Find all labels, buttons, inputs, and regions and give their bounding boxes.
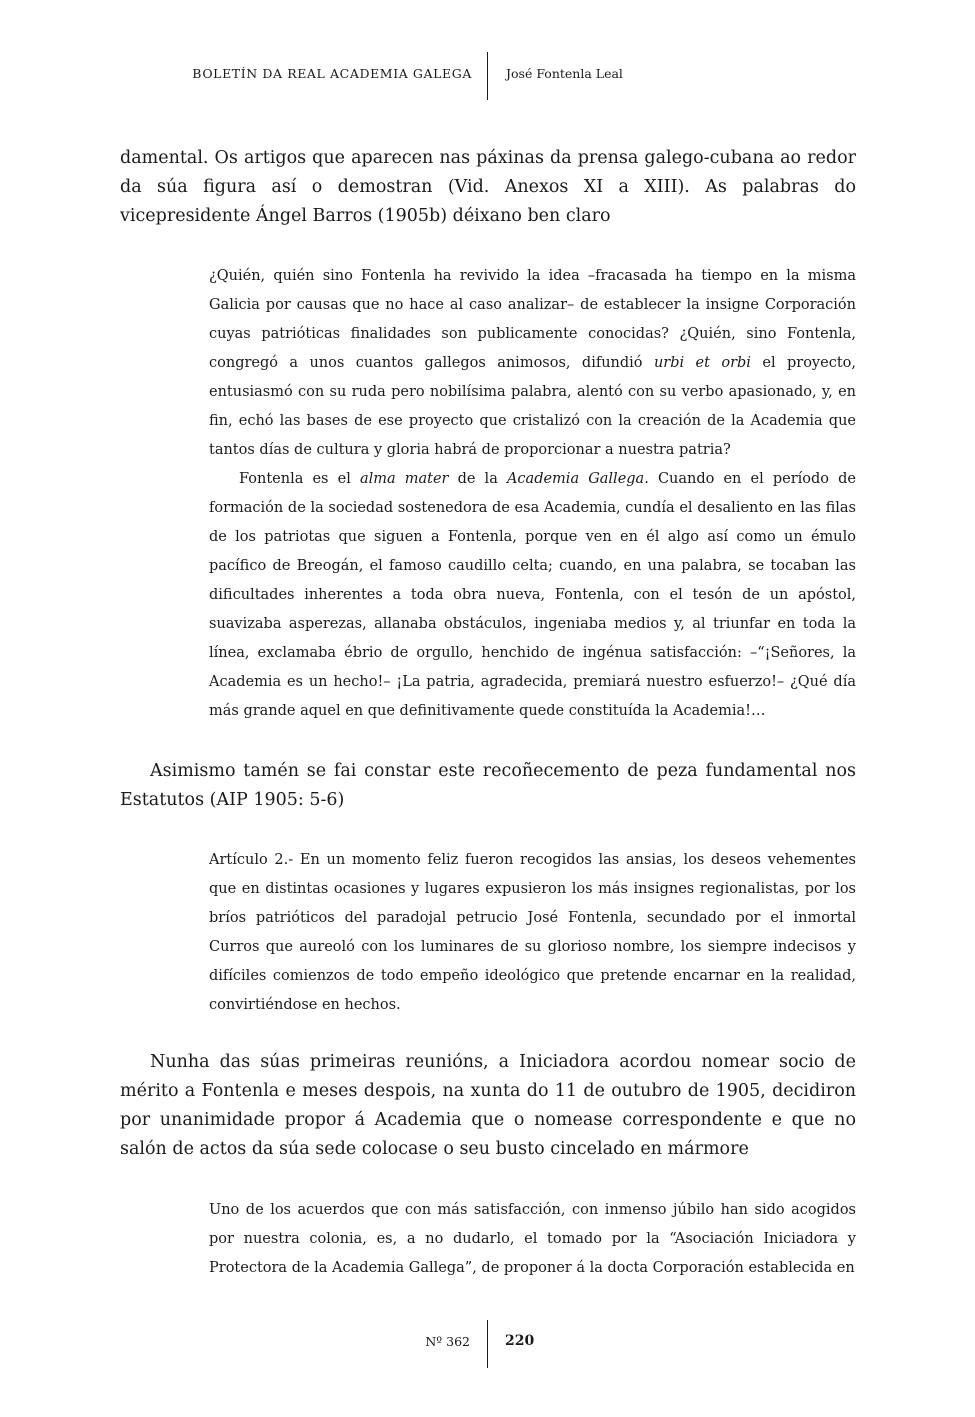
running-header: [0, 52, 975, 100]
block-quote-2: [209, 846, 856, 1020]
body-paragraph-2: [120, 757, 856, 815]
block-quote-3: [209, 1196, 856, 1283]
header-divider: [487, 52, 488, 100]
paragraph-text: damental. Os artigos que aparecen nas páxinas da prensa galego-cubana ao redor da súa figura así o demostran (Vid. Anexos XI a XIII). As palabras do vicepresidente Ángel Barros (1905b) déixano ben claro: [120, 148, 856, 226]
paragraph-text: Asimismo tamén se fai constar este recoñecemento de peza fundamental nos Estatutos (AIP 1905: 5-6): [120, 761, 856, 810]
quote-text: Artículo 2.- En un momento feliz fueron recogidos las ansias, los deseos vehementes que en distintas ocasiones y lugares expusieron los más insignes regionalistas, por los bríos patrióticos del paradojal petrucio José Fontenla, secundado por el inmortal Curros que aureoló con los luminares de su glorioso nombre, los siempre indecisos y difíciles comienzos de todo empeño ideológico que pretende encarnar en la realidad, convirtiéndose en hechos.: [209, 852, 856, 1013]
quote-text: Fontenla es el: [239, 471, 360, 487]
quote-italic: urbi et orbi: [653, 355, 751, 371]
quote-text: el proyecto, entusiasmó con su ruda pero nobilísima palabra, alentó con su verbo apasionado, y, en fin, echó las bases de ese proyecto que cristalizó con la creación de la Academia que tantos días de cultura y gloria habrá de proporcionar a nuestra patria?: [209, 355, 856, 458]
footer-divider: [487, 1320, 488, 1368]
paragraph-text: Nunha das súas primeiras reunións, a Iniciadora acordou nomear socio de mérito a Fontenla e meses despois, na xunta do 11 de outubro de 1905, decidiron por unanimidade propor á Academia que o nomease correspondente e que no salón de actos da súa sede colocase o seu busto cincelado en mármore: [120, 1052, 856, 1159]
journal-title: BOLETÍN DA REAL ACADEMIA GALEGA: [192, 66, 472, 81]
quote-text: Uno de los acuerdos que con más satisfacción, con inmenso júbilo han sido acogidos por nuestra colonia, es, a no dudarlo, el tomado por la “Asociación Iniciadora y Protectora de la Academia Gallega”, de proponer á la docta Corporación establecida en: [209, 1202, 856, 1276]
body-paragraph-3: [120, 1048, 856, 1164]
block-quote-1: [209, 262, 856, 726]
running-footer: [0, 1320, 975, 1368]
quote-italic: Academia Gallega: [506, 471, 645, 487]
issue-number: Nº 362: [425, 1334, 470, 1349]
quote-italic: alma mater: [359, 471, 449, 487]
quote-paragraph-2: [209, 465, 856, 726]
quote-text: ¿Quién, quién sino Fontenla ha revivido la idea –fracasada ha tiempo en la misma Galicia por causas que no hace al caso analizar– de establecer la insigne Corporación cuyas patrióticas finalidades son publicamente conocidas? ¿Quién, sino Fontenla, congregó a unos cuantos gallegos animosos, difundió: [209, 268, 856, 371]
page-number: 220: [505, 1333, 535, 1349]
quote-text: . Cuando en el período de formación de la sociedad sostenedora de esa Academia, cundía el desaliento en las filas de los patriotas que siguen a Fontenla, porque ven en él algo así como un émulo pacífico de Breogán, el famoso caudillo celta; cuando, en una palabra, se tocaban las dificultades inherentes a toda obra nueva, Fontenla, con el tesón de un apóstol, suavizaba asperezas, allanaba obstáculos, ingeniaba medios y, al triunfar en toda la línea, exclamaba ébrio de orgullo, henchido de ingénua satisfacción: –“¡Señores, la Academia es un hecho!– ¡La patria, agradecida, premiará nuestro esfuerzo!– ¿Qué día más grande aquel en que definitivamente quede constituída la Academia!…: [209, 471, 856, 719]
body-paragraph-1: [120, 144, 856, 231]
quote-text: de la: [448, 471, 507, 487]
quote-paragraph-1: [209, 262, 856, 465]
author-name: José Fontenla Leal: [506, 66, 623, 81]
